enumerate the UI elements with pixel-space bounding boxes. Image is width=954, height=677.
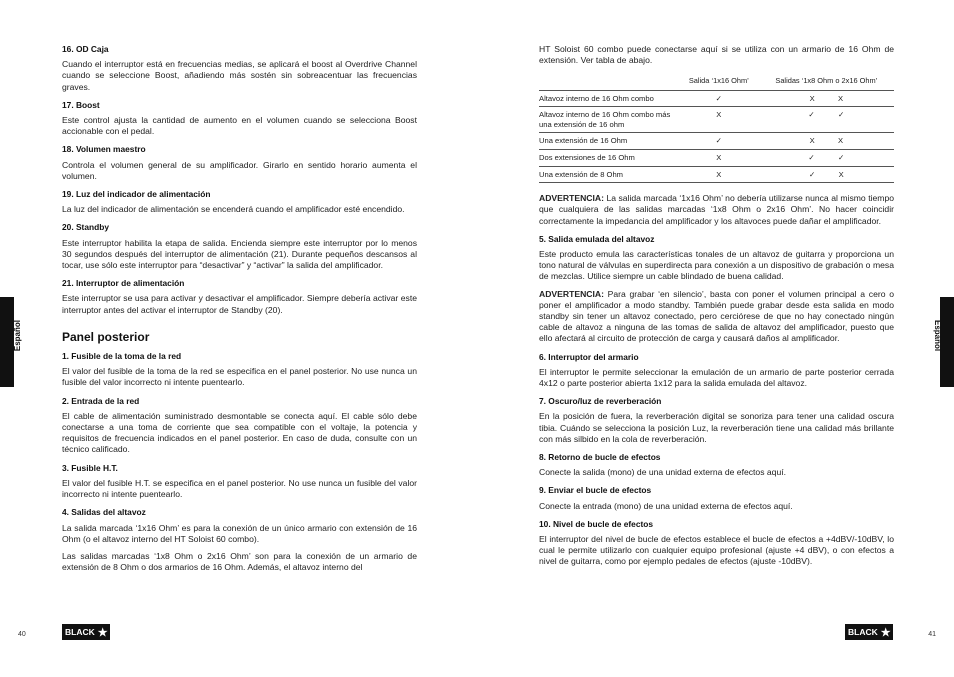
section-heading: 7. Oscuro/luz de reverberación [539,396,662,407]
section-heading: 5. Salida emulada del altavoz [539,233,655,244]
warning-text: La salida marcada ‘1x16 Ohm’ no debería utilizarse nunca al mismo tiempo que cualquiera de las salidas marcadas ‘1x8 Ohm o 2x16 Ohm’. No hacer coincidir correctamente la impedancia del amplificador y los altavoces puede dañar el amplificador. [539,193,894,226]
cell-1x16: ✓ [679,133,759,150]
section-text: Conecte la salida (mono) de una unidad externa de efectos aquí. [539,467,786,478]
page-number: 40 [18,631,26,638]
cell-value: ✓ [837,152,845,162]
side-label: Español [933,320,942,352]
right-column [539,44,894,572]
row-label: Una extensión de 8 Ohm [539,166,679,183]
section-text: Controla el volumen general de su amplificador. Girarlo en sentido horario aumenta el volumen. [62,159,417,181]
cell-value: ✓ [808,152,815,162]
cell-value: ✓ [809,169,816,179]
section-heading: 6. Interruptor del armario [539,351,639,362]
warning-label: ADVERTENCIA: [539,288,604,299]
logo-text: BLACK [65,627,95,637]
section-text: El valor del fusible H.T. se especifica en el panel posterior. No use nunca un fusible del valor incorrecto ni intente puentearlo. [62,477,417,500]
section-text: El interruptor le permite seleccionar la emulación de un armario de parte posterior cerrada 4x12 o parte posterior abierta 1x12 para la salida emulada del altavoz. [539,366,894,389]
cell-value: X [837,136,844,146]
cell-value: ✓ [808,110,815,120]
logo-text: BLACK [848,627,878,637]
section-text: En la posición de fuera, la reverberación digital se sonoriza para tener una calidad oscura tibia. Cuándo se selecciona la posición Luz, la reverberación tiene una calidad más brillante con más silbido en la cola de reverberación. [539,411,894,444]
section-heading: 21. Interruptor de alimentación [62,278,185,289]
section-heading: 19. Luz del indicador de alimentación [62,189,211,200]
panel-title: Panel posterior [62,329,150,344]
star-icon: ★ [97,626,108,639]
section-text: Este producto emula las características tonales de un altavoz de guitarra y proporciona un tono natural de válvulas en superdirecta para conexión a un dispositivo de grabación o mesa de mezclas. Utilice siempre un cable blindado de buena calidad. [539,248,894,282]
section-heading: 18. Volumen maestro [62,144,146,155]
side-tab [0,297,14,387]
section-text: El valor del fusible de la toma de la red se especifica en el panel posterior. No use nunca un fusible del valor incorrecto ni intente puentearlo. [62,366,417,388]
intro-text: HT Soloist 60 combo puede conectarse aquí si se utiliza con un armario de 16 Ohm de extensión. Ver tabla de abajo. [539,44,894,66]
warning-label: ADVERTENCIA: [539,193,604,204]
cell-1x16: ✓ [679,90,759,107]
row-label: Una extensión de 16 Ohm [539,133,679,150]
cell-1x16: X [679,107,759,133]
section-heading: 9. Enviar el bucle de efectos [539,485,652,496]
cell-1x8 [759,149,894,166]
right-page [477,0,954,677]
brand-logo [845,624,893,640]
side-label: Español [13,320,22,352]
section-text: Este control ajusta la cantidad de aumento en el volumen cuando se selecciona Boost accionable con el pedal. [62,115,417,137]
table-row [539,133,894,150]
section-heading: 1. Fusible de la toma de la red [62,351,182,362]
section-heading: 16. OD Caja [62,44,109,54]
cell-1x16: X [679,166,759,183]
cell-1x8 [759,90,894,107]
brand-logo [62,624,110,640]
section-text: La luz del indicador de alimentación se encenderá cuando el amplificador esté encendido. [62,204,405,215]
table-row [539,90,894,107]
section-text: Las salidas marcadas ‘1x8 Ohm o 2x16 Ohm’ son para la conexión de un armario de extensión de 8 Ohm o dos armarios de 16 Ohm. Además, el altavoz interno del [62,550,417,573]
cell-1x8 [759,133,894,150]
section-text: Conecte la entrada (mono) de una unidad externa de efectos aquí. [539,500,793,511]
section-text: Este interruptor se usa para activar y desactivar el amplificador. Siempre debería activar este interruptor antes del activar el interruptor de Standby (20). [62,293,417,315]
speaker-table [539,72,894,183]
warning-text: Para grabar ‘en silencio’, basta con poner el volumen principal a cero o poner el amplificador a modo standby. También puede grabar desde esta salida en modo standby sin tener un altavoz conectado, pero cerciórese de que no hay conectado ningún cable de altavoz a ninguna de las tomas de salida de altavoz del amplificador, puesto que ello afectará al circuito de protección de carga y causará daños al amplificador. [539,288,894,344]
left-column [62,44,417,577]
table-row [539,166,894,183]
section-text: La salida marcada ‘1x16 Ohm’ es para la conexión de un único armario con extensión de 16 Ohm (o el altavoz interno del HT Soloist 60 combo). [62,522,417,544]
warning-paragraph [539,193,894,227]
cell-1x8 [759,166,894,183]
row-label: Altavoz interno de 16 Ohm combo [539,90,679,107]
section-heading: 2. Entrada de la red [62,395,140,406]
section-text: El interruptor del nivel de bucle de efectos establece el bucle de efectos a +4dBV/-10dBV, lo cual le permite utilizarlo con cualquier equipo profesional (ajuste +4 dBV), o con efectos a nivel de guitarra, como por ejemplo pedales de efectos (ajuste -10dBV). [539,534,894,567]
section-heading: 10. Nivel de bucle de efectos [539,518,654,529]
star-icon: ★ [880,626,891,639]
section-heading: 17. Boost [62,99,100,110]
section-heading: 3. Fusible H.T. [62,462,118,473]
table-row [539,107,894,133]
page-number: 41 [928,631,936,638]
section-text: Cuando el interruptor está en frecuencias medias, se aplicará el boost al Overdrive Channel cuando se seleccione Boost, añadiendo más sostén sin sobreacentuar las frecuencias graves. [62,59,417,92]
section-heading: 4. Salidas del altavoz [62,507,146,518]
table-header [539,72,679,90]
section-text: El cable de alimentación suministrado desmontable se conecta aquí. El cable sólo debe conectarse a una toma de corriente que sea compatible con el voltaje, la potencia y requisitos de frecuencia indicados en el panel posterior. En caso de duda, consulte con un técnico calificado. [62,410,417,455]
cell-value: X [809,93,815,103]
row-label: Altavoz interno de 16 Ohm combo más una extensión de 16 ohm [539,107,679,133]
cell-value: X [809,136,815,146]
table-row [539,149,894,166]
section-heading: 20. Standby [62,222,110,233]
cell-value: X [837,93,844,103]
cell-value: X [838,169,844,179]
side-tab [940,297,954,387]
row-label: Dos extensiones de 16 Ohm [539,149,679,166]
table-header-row [539,72,894,90]
table-header: Salidas ‘1x8 Ohm o 2x16 Ohm’ [759,72,894,90]
section-heading: 8. Retorno de bucle de efectos [539,452,661,463]
table-header: Salida ‘1x16 Ohm’ [679,72,759,90]
cell-1x16: X [679,149,759,166]
warning-paragraph [539,289,894,345]
cell-value: ✓ [837,110,845,120]
cell-1x8 [759,107,894,133]
section-text: Este interruptor habilita la etapa de salida. Encienda siempre este interruptor por lo menos 30 segundos después del interruptor de alimentación (21). Durante pequeños descansos al tocar, use sólo este interruptor para “desactivar” y “activar” la salida del amplificador. [62,237,417,271]
